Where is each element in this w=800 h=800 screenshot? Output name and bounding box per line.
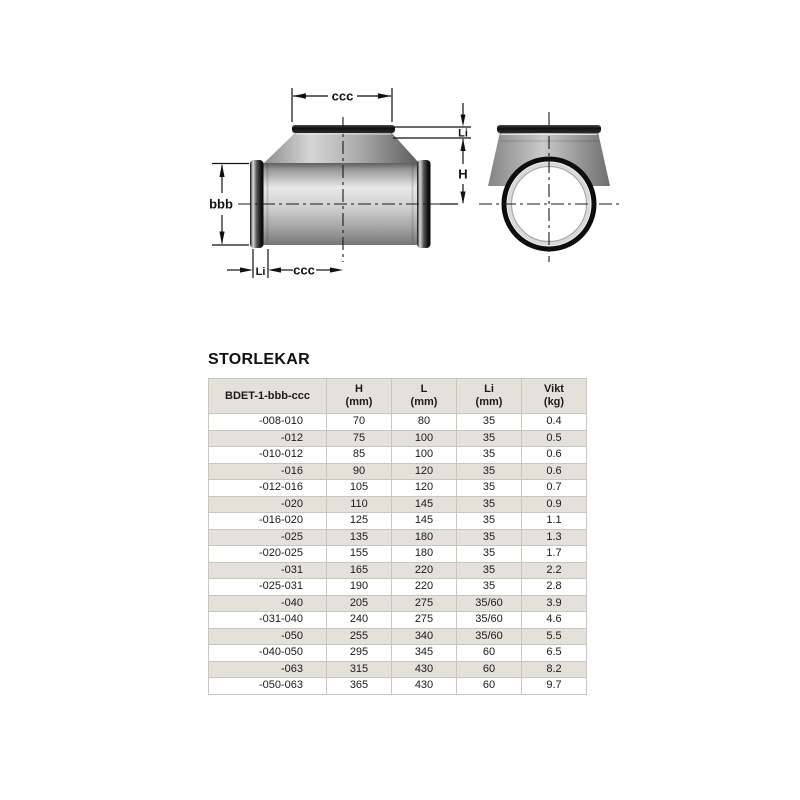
arrowhead: [268, 267, 281, 272]
size-table: [208, 378, 587, 695]
cell-vikt: 0.6: [522, 463, 587, 480]
cell-model: -050: [209, 628, 327, 645]
column-header-model: [209, 379, 327, 414]
arrowhead: [378, 93, 391, 98]
cell-h: 255: [327, 628, 392, 645]
column-header-li: [457, 379, 522, 414]
cell-h: 105: [327, 480, 392, 497]
arrowhead: [240, 267, 253, 272]
cell-li: 35: [457, 414, 522, 431]
cell-vikt: 4.6: [522, 612, 587, 629]
column-label: L: [420, 383, 428, 395]
label-li-bottom: Li: [255, 266, 266, 278]
cell-li: 35: [457, 463, 522, 480]
cell-vikt: 8.2: [522, 661, 587, 678]
table-row: [209, 430, 587, 447]
column-label: Vikt: [544, 383, 564, 395]
table-row: [209, 628, 587, 645]
column-unit: (mm): [345, 396, 373, 408]
cell-vikt: 0.9: [522, 496, 587, 513]
cell-model: -040-050: [209, 645, 327, 662]
arrowhead: [219, 232, 224, 245]
cell-l: 180: [392, 546, 457, 563]
table-row: [209, 480, 587, 497]
table-row: [209, 562, 587, 579]
front-view: [250, 125, 431, 248]
cell-h: 155: [327, 546, 392, 563]
cell-li: 60: [457, 661, 522, 678]
table-row: [209, 661, 587, 678]
cell-l: 430: [392, 678, 457, 695]
cell-model: -063: [209, 661, 327, 678]
cell-vikt: 0.7: [522, 480, 587, 497]
cell-model: -008-010: [209, 414, 327, 431]
label-ccc-top: ccc: [331, 88, 354, 104]
cell-li: 35: [457, 546, 522, 563]
cell-vikt: 9.7: [522, 678, 587, 695]
cell-h: 205: [327, 595, 392, 612]
arrowhead: [330, 267, 343, 272]
table-row: [209, 678, 587, 695]
section-title: STORLEKAR: [208, 351, 310, 368]
table-row: [209, 645, 587, 662]
label-li-right: Li: [458, 127, 468, 140]
cell-h: 365: [327, 678, 392, 695]
cell-model: -025-031: [209, 579, 327, 596]
cell-h: 85: [327, 447, 392, 464]
cell-h: 295: [327, 645, 392, 662]
cell-li: 35/60: [457, 612, 522, 629]
arrowhead: [460, 192, 465, 205]
label-bbb: bbb: [209, 196, 233, 212]
table-row: [209, 612, 587, 629]
header-row: [209, 379, 587, 414]
cell-h: 315: [327, 661, 392, 678]
cell-l: 145: [392, 496, 457, 513]
cell-model: -020-025: [209, 546, 327, 563]
cell-l: 180: [392, 529, 457, 546]
cell-li: 35: [457, 513, 522, 530]
table-row: [209, 529, 587, 546]
arrowhead: [460, 139, 465, 152]
cell-vikt: 2.2: [522, 562, 587, 579]
table-row: [209, 579, 587, 596]
cell-model: -012-016: [209, 480, 327, 497]
cell-vikt: 2.8: [522, 579, 587, 596]
cell-model: -050-063: [209, 678, 327, 695]
cell-vikt: 5.5: [522, 628, 587, 645]
dimension-diagram: [190, 70, 640, 300]
cell-li: 35: [457, 579, 522, 596]
cell-li: 35: [457, 430, 522, 447]
size-table-body: [209, 414, 587, 695]
cell-li: 35: [457, 480, 522, 497]
cell-l: 145: [392, 513, 457, 530]
cell-h: 70: [327, 414, 392, 431]
cell-li: 35: [457, 447, 522, 464]
cell-li: 35/60: [457, 595, 522, 612]
cell-model: -020: [209, 496, 327, 513]
cell-l: 120: [392, 480, 457, 497]
cell-vikt: 1.7: [522, 546, 587, 563]
cell-model: -016-020: [209, 513, 327, 530]
table-row: [209, 496, 587, 513]
cell-model: -040: [209, 595, 327, 612]
column-unit: (kg): [543, 396, 565, 408]
cell-model: -031: [209, 562, 327, 579]
arrowhead: [219, 164, 224, 177]
column-label: H: [355, 383, 363, 395]
cell-h: 135: [327, 529, 392, 546]
cell-l: 430: [392, 661, 457, 678]
column-header-l: [392, 379, 457, 414]
arrowhead: [293, 93, 306, 98]
cell-h: 240: [327, 612, 392, 629]
table-row: [209, 595, 587, 612]
cell-l: 100: [392, 447, 457, 464]
table-row: [209, 463, 587, 480]
cell-model: -016: [209, 463, 327, 480]
cell-l: 100: [392, 430, 457, 447]
cell-li: 60: [457, 678, 522, 695]
table-row: [209, 513, 587, 530]
cell-li: 35: [457, 496, 522, 513]
cell-vikt: 3.9: [522, 595, 587, 612]
cell-l: 220: [392, 579, 457, 596]
cell-l: 220: [392, 562, 457, 579]
cell-l: 275: [392, 595, 457, 612]
cell-vikt: 6.5: [522, 645, 587, 662]
cell-vikt: 0.4: [522, 414, 587, 431]
table-row: [209, 546, 587, 563]
arrowhead: [461, 115, 466, 127]
cell-vikt: 1.3: [522, 529, 587, 546]
cell-l: 340: [392, 628, 457, 645]
cell-h: 110: [327, 496, 392, 513]
cell-li: 35/60: [457, 628, 522, 645]
column-header-vikt: [522, 379, 587, 414]
cell-model: -012: [209, 430, 327, 447]
table-row: [209, 414, 587, 431]
cell-h: 165: [327, 562, 392, 579]
cell-h: 90: [327, 463, 392, 480]
cell-model: -025: [209, 529, 327, 546]
cell-li: 60: [457, 645, 522, 662]
label-h: H: [458, 166, 468, 182]
label-ccc-bottom: ccc: [293, 262, 315, 278]
cell-vikt: 1.1: [522, 513, 587, 530]
cell-model: -010-012: [209, 447, 327, 464]
column-unit: (mm): [410, 396, 438, 408]
cell-l: 345: [392, 645, 457, 662]
branch-cone: [264, 132, 419, 163]
column-header-h: [327, 379, 392, 414]
cell-li: 35: [457, 562, 522, 579]
cell-l: 80: [392, 414, 457, 431]
column-label: Li: [484, 383, 494, 395]
cell-h: 190: [327, 579, 392, 596]
cell-l: 275: [392, 612, 457, 629]
cell-li: 35: [457, 529, 522, 546]
cell-l: 120: [392, 463, 457, 480]
cell-model: -031-040: [209, 612, 327, 629]
column-unit: (mm): [475, 396, 503, 408]
cell-vikt: 0.5: [522, 430, 587, 447]
cell-vikt: 0.6: [522, 447, 587, 464]
size-table-header: [209, 379, 587, 414]
cell-h: 75: [327, 430, 392, 447]
column-label: BDET-1-bbb-ccc: [225, 389, 310, 402]
table-row: [209, 447, 587, 464]
cell-h: 125: [327, 513, 392, 530]
